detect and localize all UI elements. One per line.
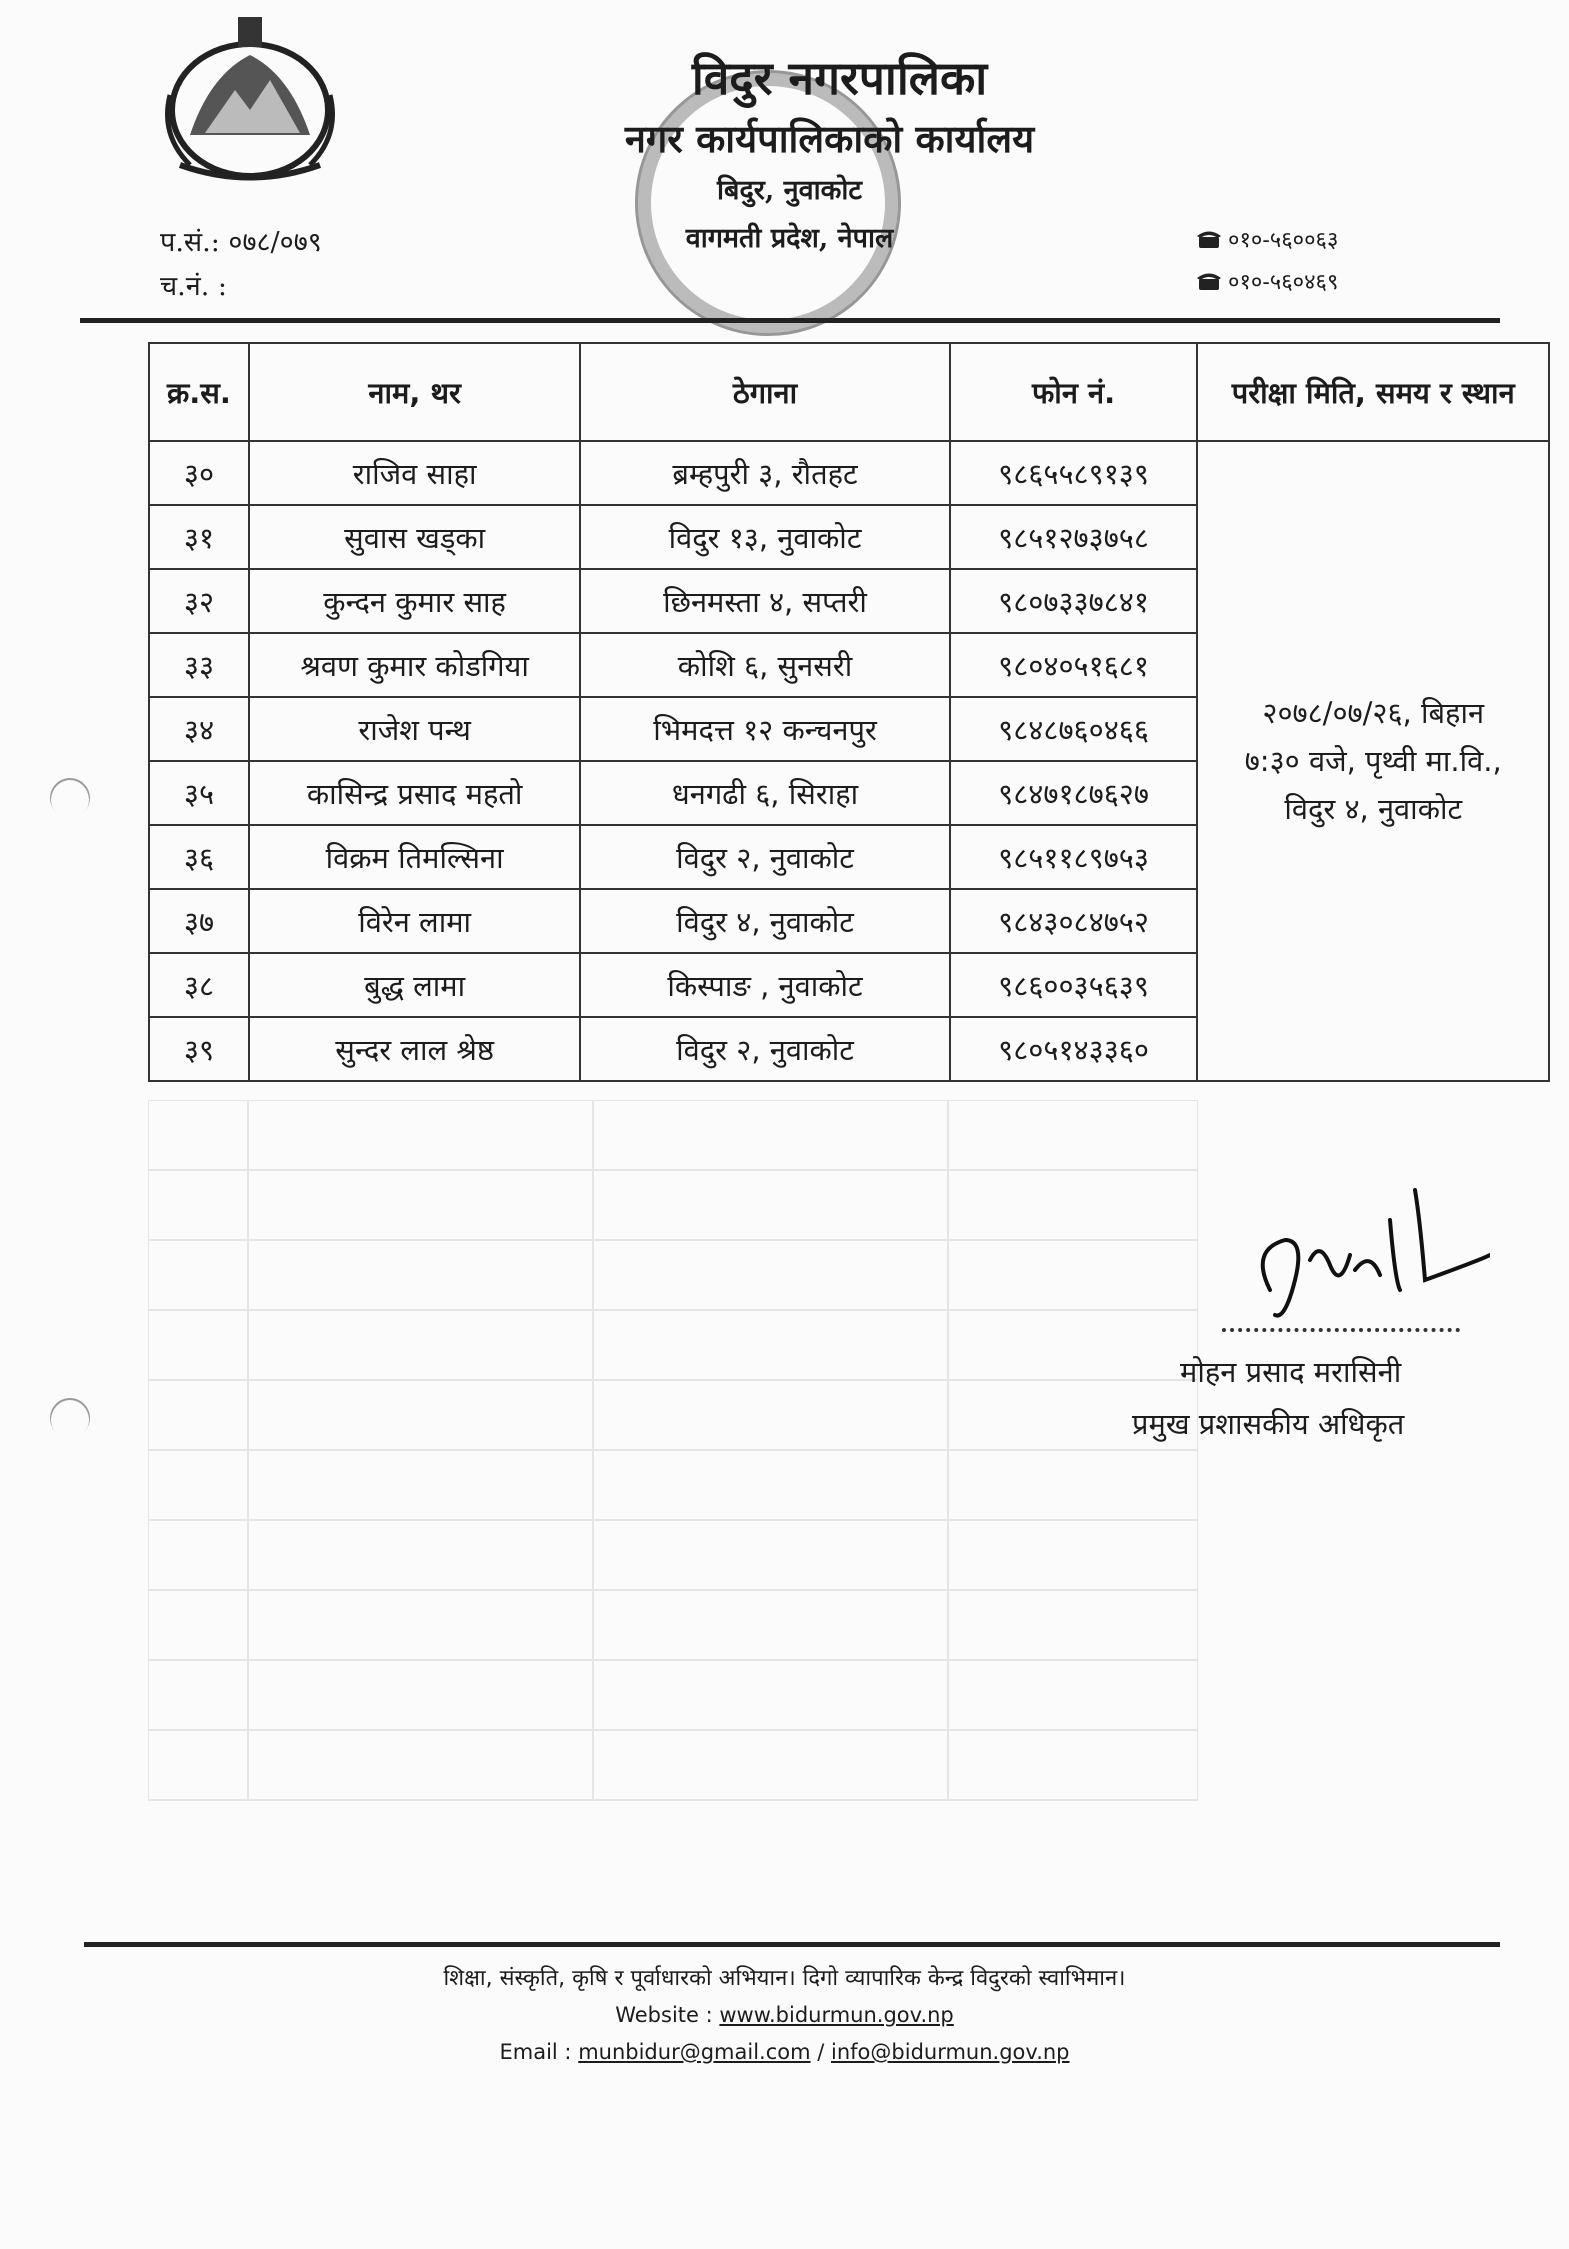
cell-address: किस्पाङ , नुवाकोट <box>580 953 949 1017</box>
cell-name: श्रवण कुमार कोडगिया <box>249 633 580 697</box>
cell-sn: ३० <box>149 441 249 505</box>
telephone-icon <box>1196 271 1222 291</box>
cell-phone: ९८६५५८९१३९ <box>950 441 1198 505</box>
cell-address: छिनमस्ता ४, सप्तरी <box>580 569 949 633</box>
col-header-address: ठेगाना <box>580 343 949 441</box>
cell-name: बुद्ध लामा <box>249 953 580 1017</box>
cell-address: धनगढी ६, सिराहा <box>580 761 949 825</box>
header-divider <box>80 318 1500 323</box>
cell-phone: ९८४३०८४७५२ <box>950 889 1198 953</box>
cell-sn: ३४ <box>149 697 249 761</box>
org-name: विदुर नगरपालिका <box>691 51 988 105</box>
footer-website <box>0 2003 1569 2027</box>
candidate-table <box>148 342 1550 1082</box>
cell-sn: ३७ <box>149 889 249 953</box>
handwritten-signature <box>1250 1180 1490 1330</box>
cell-name: विक्रम तिमल्सिना <box>249 825 580 889</box>
cell-address: भिमदत्त १२ कन्चनपुर <box>580 697 949 761</box>
footer-slogan: शिक्षा, संस्कृति, कृषि र पूर्वाधारको अभियान। दिगो व्यापारिक केन्द्र विदुरको स्वाभिमान। <box>443 1966 1126 1991</box>
email-separator: / <box>817 2040 825 2064</box>
phone-number2: ०१०-५६०४६९ <box>1228 270 1339 295</box>
show-through-grid <box>148 1100 1198 1820</box>
cell-sn: ३३ <box>149 633 249 697</box>
phone-line2 <box>1196 266 1338 296</box>
website-label: Website : <box>615 2003 713 2027</box>
reference-number: प.सं.: ०७८/०७९ <box>160 227 322 258</box>
email-label: Email : <box>499 2040 572 2064</box>
office-name: नगर कार्यपालिकाको कार्यालय <box>624 116 1035 161</box>
cell-phone: ९८०४०५१६८१ <box>950 633 1198 697</box>
cell-phone: ९८५११८९७५३ <box>950 825 1198 889</box>
cell-name: राजिव साहा <box>249 441 580 505</box>
cell-phone: ९८६००३५६३९ <box>950 953 1198 1017</box>
cell-address: विदुर २, नुवाकोट <box>580 1017 949 1081</box>
email-link1[interactable]: munbidur@gmail.com <box>578 2040 811 2064</box>
cell-exam-info <box>1197 441 1549 1081</box>
cell-phone: ९८०७३३७८४१ <box>950 569 1198 633</box>
cell-sn: ३२ <box>149 569 249 633</box>
punch-hole-mark <box>42 770 99 827</box>
cell-name: कासिन्द्र प्रसाद महतो <box>249 761 580 825</box>
cell-phone: ९८०५१४३३६० <box>950 1017 1198 1081</box>
cell-sn: ३८ <box>149 953 249 1017</box>
exam-info-line1: २०७८/०७/२६, बिहान <box>1262 696 1485 730</box>
cell-phone: ९८४७१८७६२७ <box>950 761 1198 825</box>
cell-name: विरेन लामा <box>249 889 580 953</box>
punch-hole-mark <box>42 1390 99 1447</box>
footer-email <box>0 2040 1569 2064</box>
cell-name: राजेश पन्थ <box>249 697 580 761</box>
col-header-name: नाम, थर <box>249 343 580 441</box>
col-header-sn: क्र.स. <box>149 343 249 441</box>
website-link[interactable]: www.bidurmun.gov.np <box>719 2003 954 2027</box>
table-header-row <box>149 343 1549 441</box>
cell-address: विदुर २, नुवाकोट <box>580 825 949 889</box>
exam-info-line2: ७:३० वजे, पृथ्वी मा.वि., <box>1244 744 1502 778</box>
cell-address: कोशि ६, सुनसरी <box>580 633 949 697</box>
signer-name: मोहन प्रसाद मरासिनी <box>1180 1355 1402 1389</box>
phone-number1: ०१०-५६००६३ <box>1228 228 1339 253</box>
col-header-phone: फोन नं. <box>950 343 1198 441</box>
cell-address: विदुर ४, नुवाकोट <box>580 889 949 953</box>
address-line2: वागमती प्रदेश, नेपाल <box>685 223 894 254</box>
email-link2[interactable]: info@bidurmun.gov.np <box>831 2040 1070 2064</box>
cell-address: विदुर १३, नुवाकोट <box>580 505 949 569</box>
cell-sn: ३५ <box>149 761 249 825</box>
cell-sn: ३१ <box>149 505 249 569</box>
cell-name: सुन्दर लाल श्रेष्ठ <box>249 1017 580 1081</box>
cell-name: कुन्दन कुमार साह <box>249 569 580 633</box>
footer-divider <box>84 1942 1500 1947</box>
cell-phone: ९८४८७६०४६६ <box>950 697 1198 761</box>
address-line1: बिदुर, नुवाकोट <box>717 175 862 206</box>
cell-sn: ३६ <box>149 825 249 889</box>
exam-info-line3: विदुर ४, नुवाकोट <box>1284 792 1463 826</box>
cell-name: सुवास खड्का <box>249 505 580 569</box>
cell-address: ब्रम्हपुरी ३, रौतहट <box>580 441 949 505</box>
cell-phone: ९८५१२७३७५८ <box>950 505 1198 569</box>
cell-sn: ३९ <box>149 1017 249 1081</box>
telephone-icon <box>1196 229 1222 249</box>
signature-line <box>1222 1328 1460 1332</box>
phone-line1 <box>1196 224 1338 254</box>
col-header-exam-info: परीक्षा मिति, समय र स्थान <box>1197 343 1549 441</box>
table-row <box>149 441 1549 505</box>
dispatch-number: च.नं. : <box>160 271 227 302</box>
signer-title: प्रमुख प्रशासकीय अधिकृत <box>1132 1407 1405 1441</box>
